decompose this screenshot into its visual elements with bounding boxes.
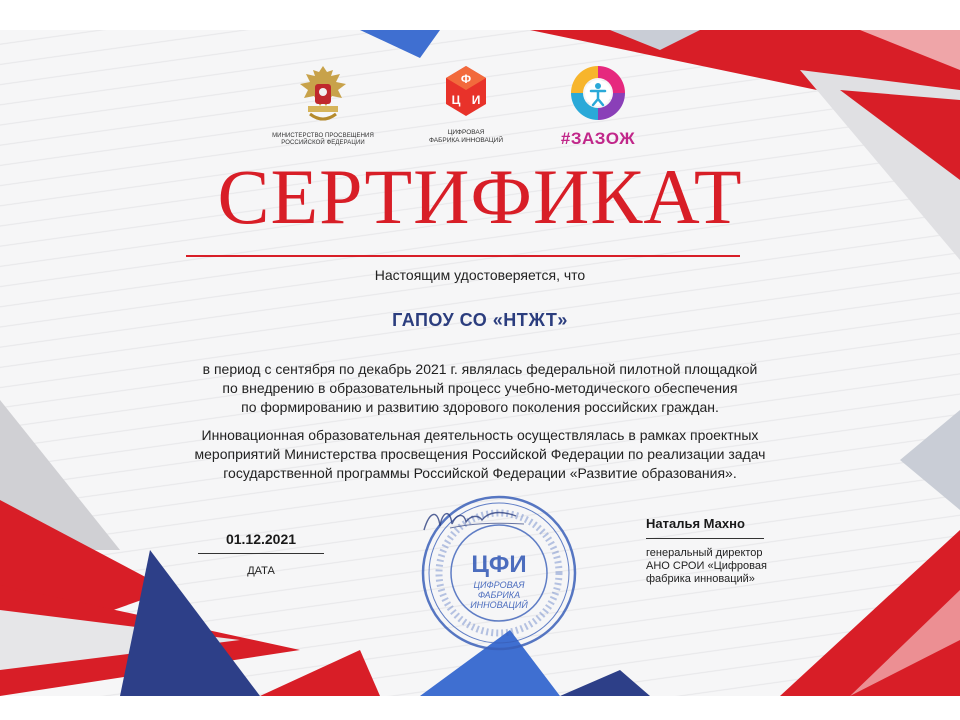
paragraph-2-line: мероприятий Министерства просвещения Российской Федерации по реализации задач — [194, 446, 766, 462]
paragraph-1 — [140, 360, 820, 417]
zazozh-logo — [560, 62, 636, 149]
coat-of-arms-icon — [296, 62, 350, 128]
cfi-logo — [420, 64, 512, 144]
signature-line — [646, 538, 764, 539]
issue-date: 01.12.2021 — [225, 531, 297, 547]
stamp-line: ФАБРИКА — [477, 590, 521, 600]
signer-role-line: генеральный директор — [646, 547, 763, 559]
svg-text:Ц: Ц — [451, 93, 461, 107]
intro-text: Настоящим удостоверяется, что — [374, 267, 586, 283]
handwritten-signature — [420, 500, 530, 540]
stamp-center-text: ЦФИ — [471, 551, 527, 578]
ministry-caption-line1: МИНИСТЕРСТВО ПРОСВЕЩЕНИЯ — [272, 133, 374, 139]
paragraph-1-line: по внедрению в образовательный процесс учебно-методического обеспечения — [222, 380, 738, 396]
paragraph-2-line: Инновационная образовательная деятельность осуществлялась в рамках проектных — [201, 427, 759, 443]
paragraph-2-line: государственной программы Российской Федерации «Развитие образования». — [223, 465, 737, 481]
svg-text:Ф: Ф — [460, 72, 472, 86]
signer-role — [646, 547, 806, 586]
date-label: ДАТА — [247, 565, 275, 577]
stamp-line: ЦИФРОВАЯ — [473, 580, 525, 590]
cfi-caption-line1: ЦИФРОВАЯ — [447, 129, 485, 136]
ministry-logo — [270, 62, 376, 147]
ministry-caption-line2: РОССИЙСКОЙ ФЕДЕРАЦИИ — [281, 140, 365, 146]
zazozh-emblem-icon — [567, 62, 629, 124]
certificate-title: СЕРТИФИКАТ — [217, 153, 743, 240]
cfi-caption-line2: ФАБРИКА ИННОВАЦИЙ — [428, 136, 504, 144]
paragraph-2 — [140, 426, 820, 483]
stamp-line: ИННОВАЦИЙ — [470, 600, 528, 610]
cfi-cube-icon — [442, 64, 490, 124]
svg-text:И: И — [471, 93, 481, 107]
title-underline — [186, 255, 740, 257]
certificate — [0, 30, 960, 696]
paragraph-1-line: в период с сентября по декабрь 2021 г. являлась федеральной пилотной площадкой — [202, 361, 758, 377]
signer-role-line: АНО СРОИ «Цифровая — [646, 560, 767, 572]
paragraph-1-line: по формированию и развитию здорового поколения российских граждан. — [241, 399, 719, 415]
organization-name: ГАПОУ СО «НТЖТ» — [392, 310, 568, 330]
date-line — [198, 553, 324, 554]
zazozh-hashtag: #ЗАЗОЖ — [560, 129, 636, 148]
signer-name: Наталья Махно — [646, 516, 745, 531]
signer-role-line: фабрика инноваций» — [646, 573, 755, 585]
